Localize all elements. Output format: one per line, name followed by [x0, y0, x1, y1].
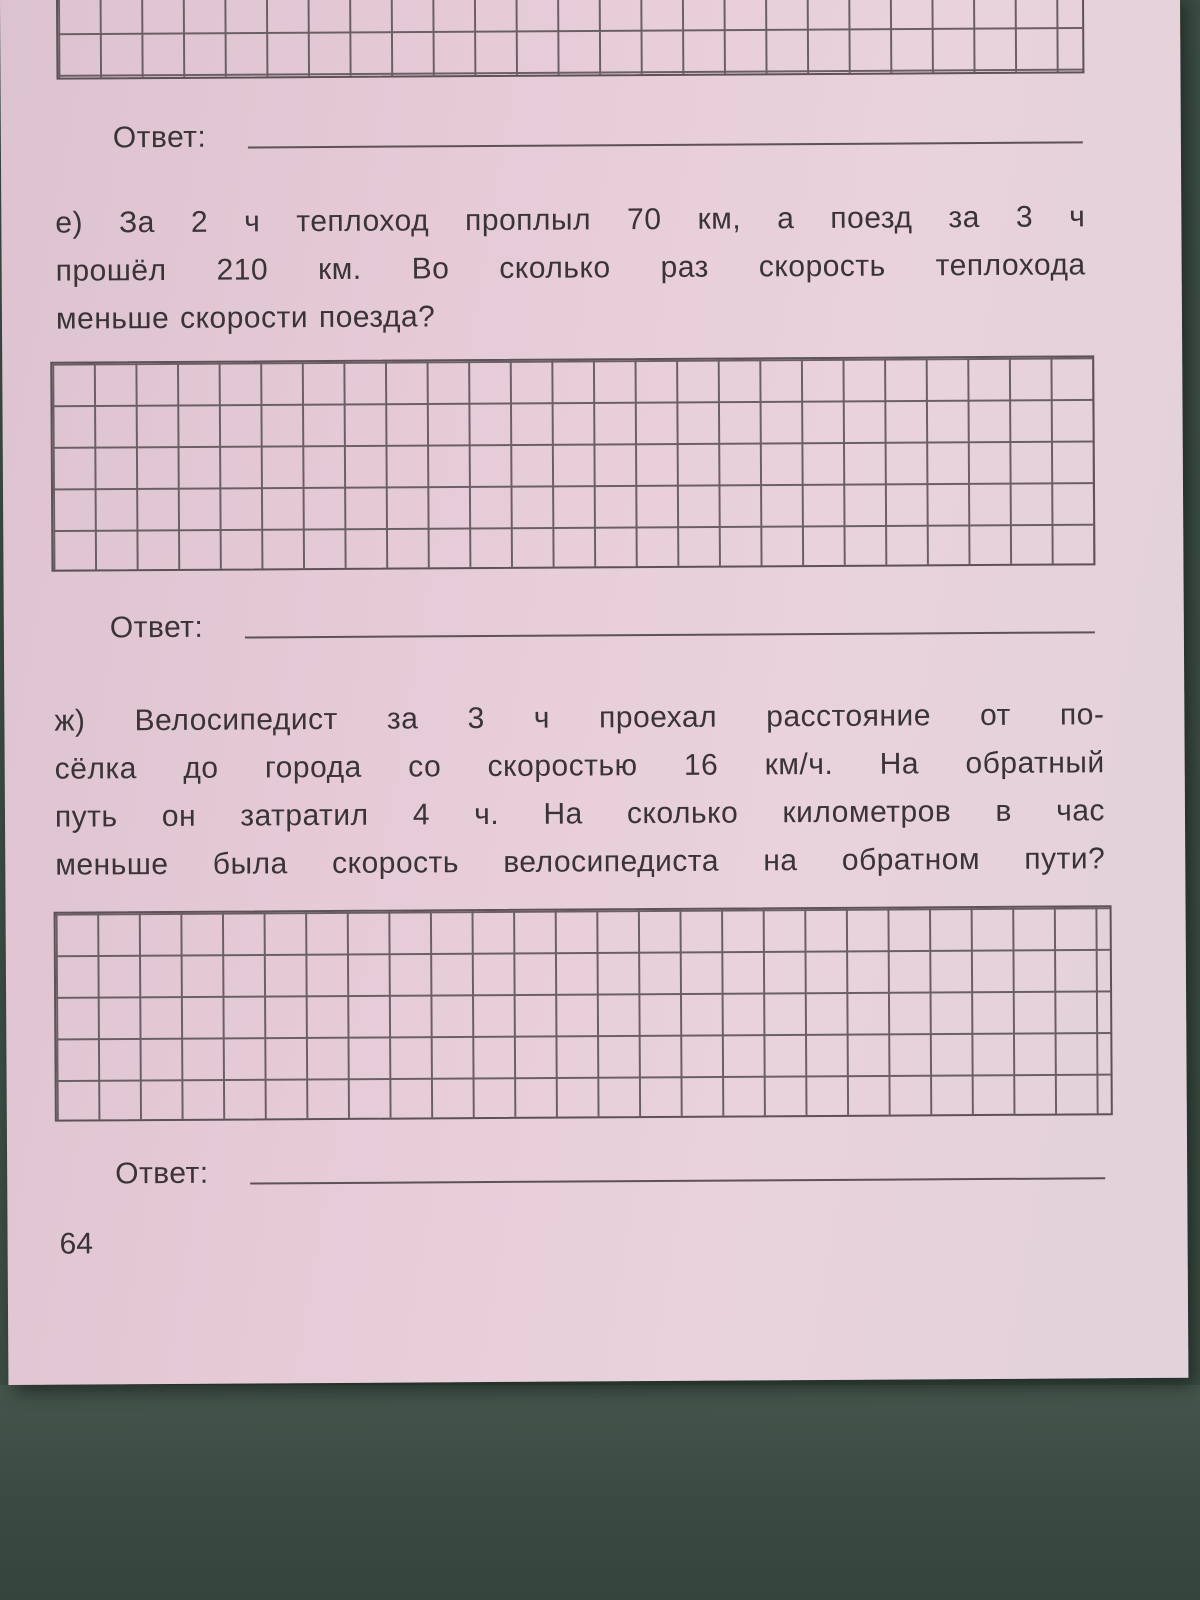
answer-line[interactable] — [245, 631, 1095, 638]
task-e-line-1: е) За 2 ч теплоход проплыл 70 км, а поезд за 3 ч — [55, 200, 1086, 240]
task-zh-line-3: путь он затратил 4 ч. На сколько километров в час — [54, 794, 1106, 834]
page-number: 64 — [59, 1227, 94, 1261]
task-zh — [54, 691, 1105, 889]
table-surface — [0, 1385, 1200, 1600]
task-e — [55, 193, 1086, 343]
answer-label: Ответ: — [115, 1156, 209, 1191]
answer-grid-e[interactable] — [50, 355, 1095, 571]
answer-grid-zh[interactable] — [54, 905, 1113, 1121]
answer-row-zh — [115, 1151, 1105, 1197]
task-e-line-3: меньше скорости поезда? — [55, 300, 436, 336]
answer-row-e — [110, 605, 1095, 651]
task-zh-line-1: ж) Велосипедист за 3 ч проехал расстояние от по- — [54, 698, 1105, 738]
answer-line[interactable] — [250, 1177, 1105, 1184]
task-zh-line-4: меньше была скорость велосипедиста на обратном пути? — [55, 842, 1106, 882]
task-e-line-2: прошёл 210 км. Во сколько раз скорость теплохода — [55, 248, 1086, 288]
answer-label: Ответ: — [109, 610, 204, 645]
answer-line[interactable] — [248, 141, 1083, 148]
answer-label: Ответ: — [112, 120, 207, 155]
answer-grid-top — [56, 0, 1085, 80]
answer-row-top — [113, 115, 1083, 161]
task-zh-line-2: сёлка до города со скоростью 16 км/ч. На обратный — [54, 746, 1105, 786]
